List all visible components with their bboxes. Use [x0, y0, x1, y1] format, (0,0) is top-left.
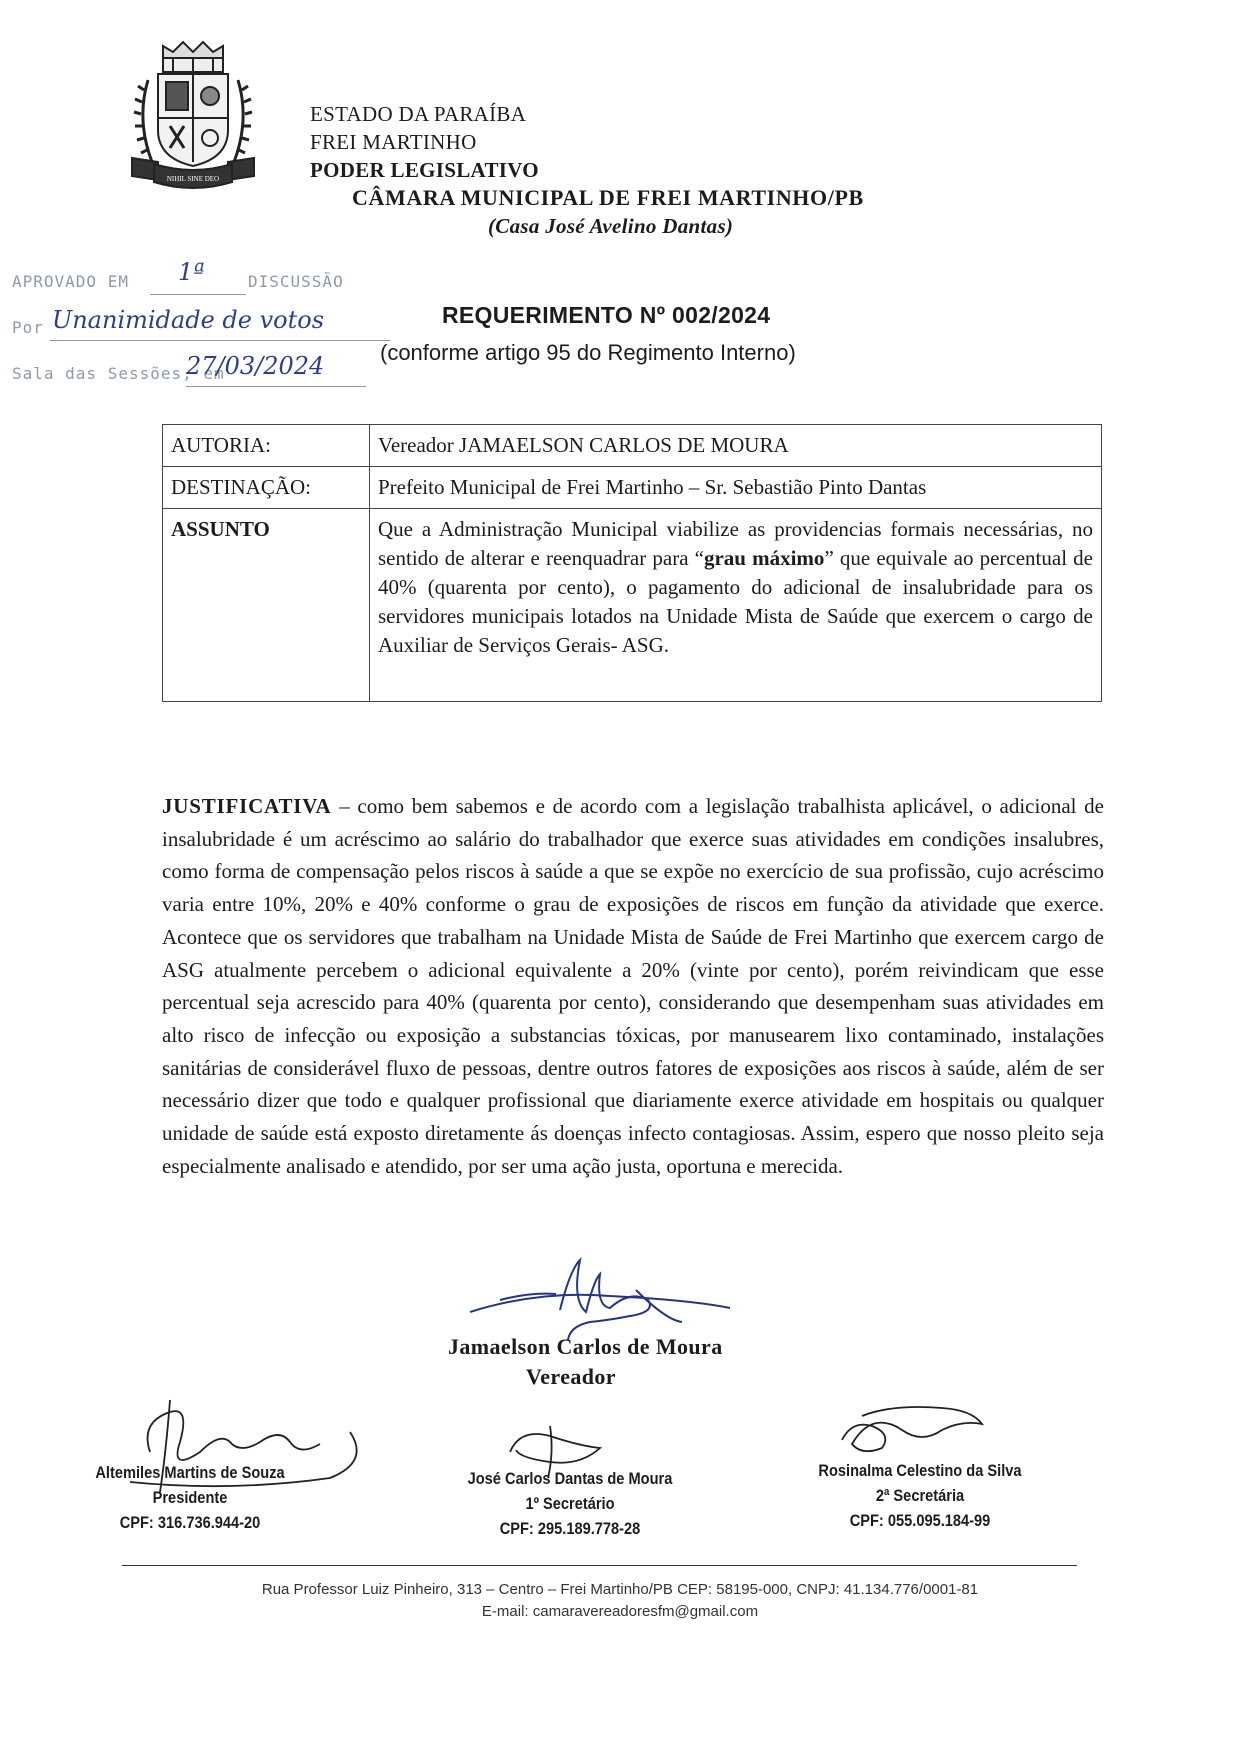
- councilor-name: Jamaelson Carlos de Moura: [448, 1334, 723, 1359]
- president-block: [78, 1460, 302, 1535]
- table-row: [163, 509, 1102, 702]
- councilor-role: Vereador: [526, 1364, 616, 1389]
- document-title: REQUERIMENTO Nº 002/2024: [442, 302, 771, 328]
- president-role: Presidente: [152, 1488, 228, 1507]
- first-secretary-role: 1º Secretário: [525, 1494, 615, 1513]
- request-info-table: [162, 424, 1102, 702]
- header-city: FREI MARTINHO: [310, 130, 477, 154]
- stamp-session-date: 27/03/2024: [186, 352, 325, 380]
- author-label: AUTORIA:: [163, 425, 370, 467]
- header-power: PODER LEGISLATIVO: [310, 158, 539, 182]
- justification-paragraph: [162, 790, 1104, 1182]
- second-secretary-role: 2ª Secretária: [875, 1486, 965, 1505]
- destination-value: Prefeito Municipal de Frei Martinho – Sr. Sebastião Pinto Dantas: [370, 467, 1102, 509]
- justification-label: JUSTIFICATIVA: [162, 794, 332, 818]
- president-cpf: CPF: 316.736.944-20: [119, 1513, 261, 1532]
- second-secretary-name: Rosinalma Celestino da Silva: [818, 1461, 1022, 1480]
- author-value: Vereador JAMAELSON CARLOS DE MOURA: [370, 425, 1102, 467]
- subject-text: Que a Administração Municipal viabilize as providencias formais necessárias, no sentido de alterar e reenquadrar para “: [378, 517, 1093, 570]
- header-house: (Casa José Avelino Dantas): [488, 214, 734, 238]
- document-subtitle: (conforme artigo 95 do Regimento Interno): [380, 340, 796, 365]
- subject-value: [370, 509, 1102, 702]
- stamp-session-prefix: Sala das Sessões, em: [12, 364, 225, 383]
- stamp-discussion-suffix: DISCUSSÃO: [248, 272, 344, 291]
- subject-label: ASSUNTO: [163, 509, 370, 702]
- stamp-discussion-number: 1ª: [178, 258, 205, 286]
- second-secretary-block: [808, 1458, 1032, 1533]
- second-secretary-cpf: CPF: 055.095.184-99: [849, 1511, 991, 1530]
- table-row: [163, 425, 1102, 467]
- subject-text: ” que equivale ao percentual de 40% (quarenta por cento), o pagamento do adicional de insalubridade para os servidores municipais lotados na Unidade Mista de Saúde que exercem o cargo de Auxiliar de Serviços Gerais- ASG.: [378, 546, 1093, 657]
- first-secretary-block: [458, 1466, 682, 1541]
- stamp-vote-result: Unanimidade de votos: [52, 306, 325, 334]
- footer-address: Rua Professor Luiz Pinheiro, 313 – Centro – Frei Martinho/PB CEP: 58195-000, CNPJ: 41.134.776/0001-81: [261, 1581, 979, 1598]
- municipal-crest-logo: [118, 40, 268, 190]
- first-secretary-name: José Carlos Dantas de Moura: [467, 1469, 673, 1488]
- stamp-approved-prefix: APROVADO EM: [12, 272, 129, 291]
- justification-text: – como bem sabemos e de acordo com a legislação trabalhista aplicável, o adicional de insalubridade é um acréscimo ao salário do trabalhador que exerce suas atividades em condições insalubres, como forma de compensação pelos riscos à saúde a que se expõe no exercício de sua profissão, cujo acréscimo varia entre 10%, 20% e 40% conforme o grau de exposições de riscos em função da atividade que exerce. Acontece que os servidores que trabalham na Unidade Mista de Saúde de Frei Martinho que exercem cargo de ASG atualmente percebem o adicional equivalente a 20% (vinte por cento), porém reivindicam que esse percentual seja acrescido para 40% (quarenta por cento), considerando que desempenham suas atividades em alto risco de infecção ou exposição a substancias tóxicas, por manusearem lixo contaminado, instalações sanitárias de considerável fluxo de pessoas, dentre outros fatores de exposições aos riscos à saúde, além de ser necessário dizer que todo e qualquer profissional que diariamente exerce atividade em hospitais ou qualquer unidade de saúde está exposto diretamente ás doenças infecto contagiosas. Assim, espero que nosso pleito seja especialmente analisado e atendido, por ser uma ação justa, oportuna e merecida.: [162, 794, 1104, 1178]
- destination-label: DESTINAÇÃO:: [163, 467, 370, 509]
- stamp-by-prefix: Por: [12, 318, 44, 337]
- footer-email: E-mail: camaravereadoresfm@gmail.com: [481, 1603, 759, 1620]
- footer-divider: [122, 1565, 1077, 1566]
- table-row: [163, 467, 1102, 509]
- subject-emphasis: grau máximo: [703, 546, 825, 570]
- stamp-underline: [150, 294, 246, 295]
- header-state: ESTADO DA PARAÍBA: [310, 102, 527, 126]
- svg-text:NIHIL SINE DEO: NIHIL SINE DEO: [166, 175, 220, 183]
- stamp-underline: [50, 340, 390, 341]
- stamp-underline: [186, 386, 366, 387]
- header-chamber: CÂMARA MUNICIPAL DE FREI MARTINHO/PB: [352, 185, 864, 210]
- first-secretary-cpf: CPF: 295.189.778-28: [499, 1519, 641, 1538]
- president-name: Altemiles Martins de Souza: [95, 1463, 285, 1482]
